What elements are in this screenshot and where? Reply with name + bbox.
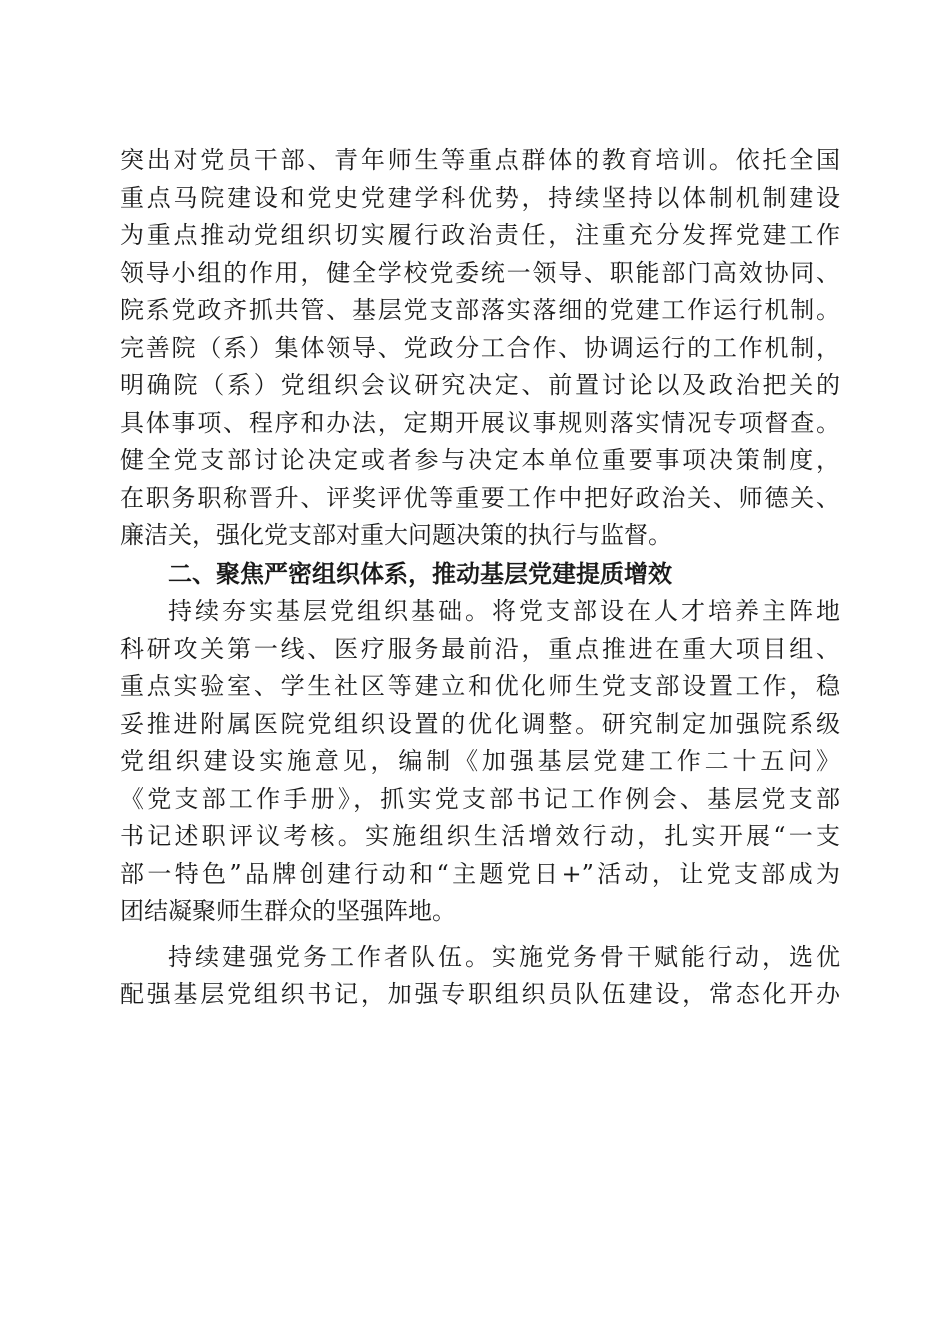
text-line: 持续夯实基层党组织基础。将党支部设在人才培养主阵地 [168, 597, 840, 625]
text-line: 健全党支部讨论决定或者参与决定本单位重要事项决策制度， [120, 446, 840, 474]
text-line: 科研攻关第一线、医疗服务最前沿，重点推进在重大项目组、 [120, 634, 840, 663]
text-line: 《党支部工作手册》，抓实党支部书记工作例会、基层党支部 [120, 784, 840, 813]
paragraph-3 [120, 939, 840, 1014]
text-line: 重点马院建设和党史党建学科优势，持续坚持以体制机制建设 [120, 183, 840, 212]
text-line: 廉洁关，强化党支部对重大问题决策的执行与监督。 [120, 521, 672, 549]
text-line: 完善院（系）集体领导、党政分工合作、协调运行的工作机制， [120, 333, 840, 362]
document-body [120, 142, 840, 1014]
text-line: 配强基层党组织书记，加强专职组织员队伍建设，常态化开办 [120, 980, 840, 1008]
text-line: 党组织建设实施意见，编制《加强基层党建工作二十五问》 [120, 747, 840, 775]
paragraph-2 [120, 593, 840, 931]
text-line: 持续建强党务工作者队伍。实施党务骨干赋能行动，选优 [168, 942, 840, 971]
paragraph-gap [120, 931, 840, 939]
paragraph-section1 [120, 142, 840, 555]
text-line: 领导小组的作用，健全学校党委统一领导、职能部门高效协同、 [120, 258, 840, 287]
text-line: 为重点推动党组织切实履行政治责任，注重充分发挥党建工作 [120, 221, 840, 249]
section-heading: 二、聚焦严密组织体系，推动基层党建提质增效 [168, 559, 672, 588]
text-line: 院系党政齐抓共管、基层党支部落实落细的党建工作运行机制。 [120, 296, 840, 324]
text-line: 突出对党员干部、青年师生等重点群体的教育培训。依托全国 [120, 146, 840, 174]
text-line: 在职务职称晋升、评奖评优等重要工作中把好政治关、师德关、 [120, 483, 840, 512]
text-line: 书记述职评议考核。实施组织生活增效行动，扎实开展“一支 [120, 822, 840, 850]
text-line: 明确院（系）党组织会议研究决定、前置讨论以及政治把关的 [120, 371, 840, 399]
text-line: 重点实验室、学生社区等建立和优化师生党支部设置工作，稳 [120, 672, 840, 700]
text-line: 妥推进附属医院党组织设置的优化调整。研究制定加强院系级 [120, 709, 840, 738]
text-line: 团结凝聚师生群众的坚强阵地。 [120, 897, 456, 925]
text-line: 具体事项、程序和办法，定期开展议事规则落实情况专项督查。 [120, 408, 840, 437]
text-line: 部一特色”品牌创建行动和“主题党日+”活动，让党支部成为 [120, 859, 840, 888]
